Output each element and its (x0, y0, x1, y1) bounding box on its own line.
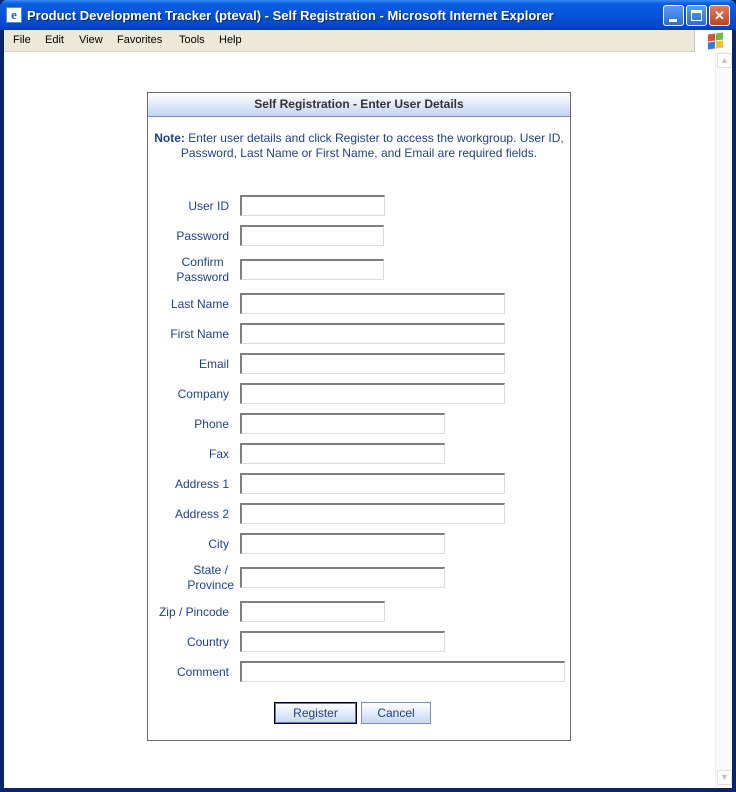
menu-edit[interactable]: Edit (45, 34, 64, 46)
note-label: Note: (154, 131, 185, 145)
label-password: Password (176, 229, 229, 243)
email-input[interactable] (240, 353, 505, 374)
close-button[interactable] (709, 5, 730, 26)
close-icon: ✕ (714, 8, 725, 23)
window-title: Product Development Tracker (pteval) - Self Registration - Microsoft Internet Explorer (27, 8, 554, 23)
user-id-input[interactable] (240, 195, 385, 216)
label-user-id: User ID (188, 199, 229, 213)
maximize-icon (691, 10, 702, 21)
state-province-input[interactable] (240, 567, 445, 588)
label-last-name: Last Name (170, 297, 229, 311)
register-button[interactable]: Register (274, 702, 357, 724)
label-email: Email (198, 357, 229, 371)
title-bar[interactable] (0, 0, 736, 30)
label-address-2: Address 2 (174, 507, 229, 521)
label-fax: Fax (208, 447, 229, 461)
vertical-scrollbar[interactable] (715, 52, 732, 788)
menu-bar (4, 30, 732, 52)
label-state-province: State / Province (187, 563, 234, 592)
menu-view[interactable]: View (79, 34, 103, 46)
fax-input[interactable] (240, 443, 445, 464)
page-content (4, 52, 732, 788)
panel-header: Self Registration - Enter User Details (148, 93, 570, 117)
address-2-input[interactable] (240, 503, 505, 524)
note-text (152, 131, 566, 161)
menu-help[interactable]: Help (219, 34, 242, 46)
zip-pincode-input[interactable] (240, 601, 385, 622)
note-body: Enter user details and click Register to access the workgroup. User ID, Password, Last Name or First Name, and Email are required fields. (180, 131, 564, 160)
minimize-button[interactable] (663, 5, 684, 26)
label-address-1: Address 1 (174, 477, 229, 491)
phone-input[interactable] (240, 413, 445, 434)
registration-panel (147, 92, 571, 741)
last-name-input[interactable] (240, 293, 505, 314)
menu-tools[interactable]: Tools (179, 34, 205, 46)
confirm-password-input[interactable] (240, 259, 384, 280)
scroll-up-icon[interactable]: ▲ (717, 53, 732, 68)
windows-logo-icon (694, 30, 732, 52)
cancel-button[interactable]: Cancel (361, 702, 431, 724)
label-company: Company (177, 387, 229, 401)
label-phone: Phone (194, 417, 229, 431)
city-input[interactable] (240, 533, 445, 554)
label-zip-pincode: Zip / Pincode (158, 605, 229, 619)
company-input[interactable] (240, 383, 505, 404)
country-input[interactable] (240, 631, 445, 652)
comment-input[interactable] (240, 661, 565, 682)
maximize-button[interactable] (686, 5, 707, 26)
label-first-name: First Name (170, 327, 229, 341)
label-confirm-password: Confirm Password (176, 255, 229, 284)
password-input[interactable] (240, 225, 384, 246)
ie-page-icon: e (6, 7, 22, 23)
scroll-down-icon[interactable]: ▼ (717, 770, 732, 785)
label-city: City (208, 537, 229, 551)
menu-file[interactable]: File (13, 34, 31, 46)
label-country: Country (186, 635, 229, 649)
label-comment: Comment (176, 665, 229, 679)
first-name-input[interactable] (240, 323, 505, 344)
address-1-input[interactable] (240, 473, 505, 494)
menu-favorites[interactable]: Favorites (117, 34, 163, 46)
minimize-icon (669, 19, 677, 22)
